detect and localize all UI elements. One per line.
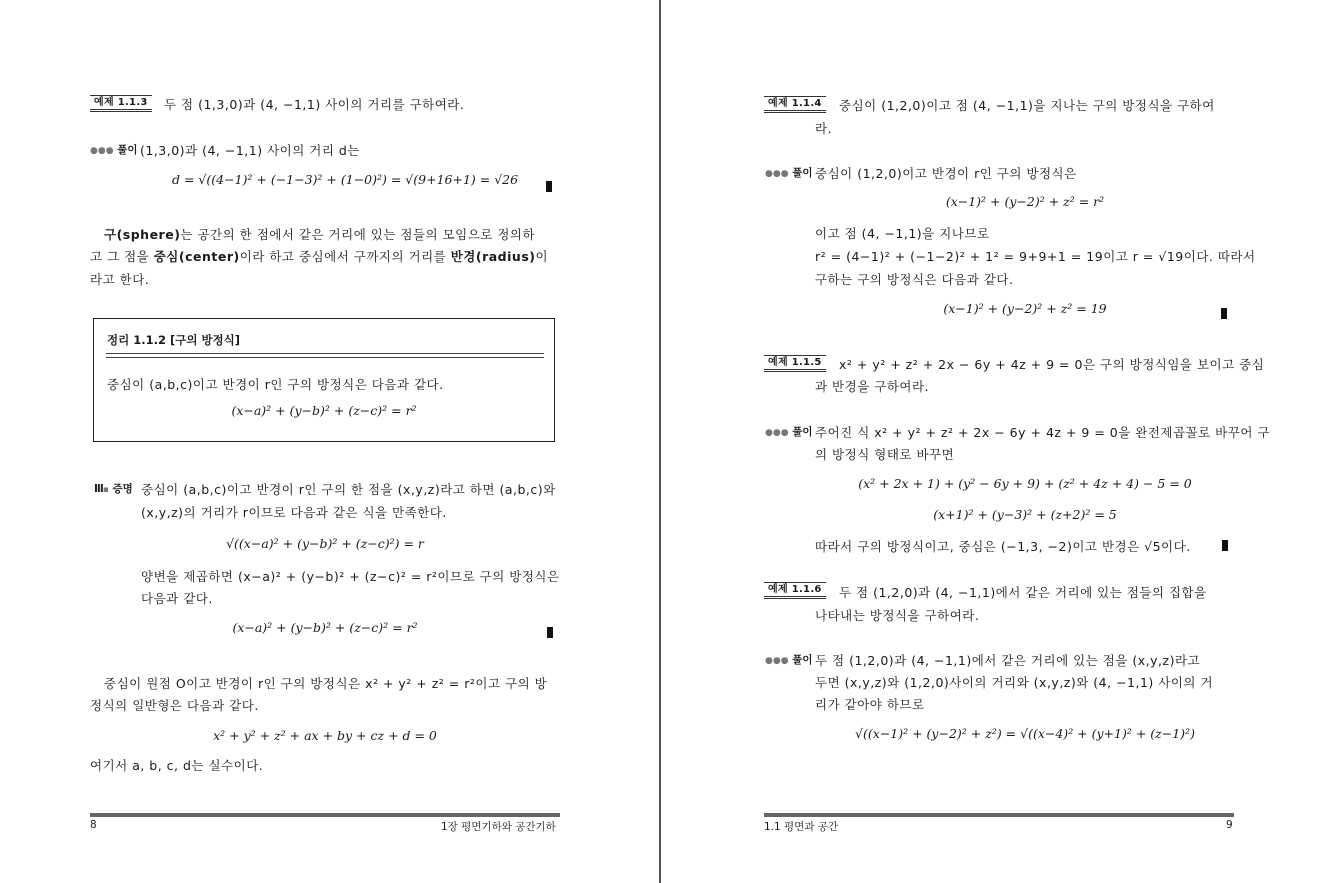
theorem-rule <box>106 353 544 358</box>
solution-text: r² = (4−1)² + (−1−2)² + 1² = 9+9+1 = 19이고 r = √19이다. 따라서 <box>815 249 1256 264</box>
example-text: x² + y² + z² + 2x − 6y + 4z + 9 = 0은 구의 방정식임을 보이고 중심 <box>839 357 1265 372</box>
example-text: 라. <box>815 121 833 136</box>
proof-line: 양변을 제곱하면 (x−a)² + (y−b)² + (z−c)² = r²이므로 구의 방정식은 <box>141 569 560 584</box>
solution-text: 리가 같아야 하므로 <box>815 697 925 712</box>
solution-formula: (x−1)² + (y−2)² + z² = 19 <box>943 301 1107 316</box>
proof-marker: III▪ 증명 <box>94 483 133 495</box>
solution-marker: ●●● 풀이 <box>765 654 813 666</box>
solution-marker: ●●● 풀이 <box>765 167 813 179</box>
example-label: 예제 1.1.6 <box>764 582 826 599</box>
qed-mark <box>546 181 552 192</box>
solution-text: 의 방정식 형태로 바꾸면 <box>815 447 955 462</box>
solution-text: 구하는 구의 방정식은 다음과 같다. <box>815 272 1014 287</box>
solution-marker: ●●● 풀이 <box>90 144 138 156</box>
proof-line: (x,y,z)의 거리가 r이므로 다음과 같은 식을 만족한다. <box>141 505 447 520</box>
example-text: 과 반경을 구하여라. <box>815 379 930 394</box>
sphere-definition-line3: 라고 한다. <box>90 272 150 287</box>
term-sphere: 구(sphere) <box>104 227 181 242</box>
distance-formula: d = √((4−1)² + (−1−3)² + (1−0)²) = √(9+16+1) = √26 <box>172 172 519 187</box>
left-page <box>0 0 659 883</box>
solution-text: 따라서 구의 방정식이고, 중심은 (−1,3, −2)이고 반경은 √5이다. <box>815 539 1191 554</box>
page-number: 9 <box>1226 819 1233 831</box>
general-form-formula: x² + y² + z² + ax + by + cz + d = 0 <box>213 728 437 743</box>
proof-formula: √((x−a)² + (y−b)² + (z−c)²) = r <box>226 536 424 551</box>
example-label: 예제 1.1.3 <box>90 95 152 112</box>
proof-line: 다음과 같다. <box>141 591 213 606</box>
solution-formula: (x−1)² + (y−2)² + z² = r² <box>945 194 1105 209</box>
solution-marker: ●●● 풀이 <box>765 426 813 438</box>
proof-formula: (x−a)² + (y−b)² + (z−c)² = r² <box>232 620 418 635</box>
example-label: 예제 1.1.4 <box>764 96 826 113</box>
example-text: 나타내는 방정식을 구하여라. <box>815 608 980 623</box>
example-text: 중심이 (1,2,0)이고 점 (4, −1,1)을 지나는 구의 방정식을 구하여 <box>839 98 1215 113</box>
solution-formula: √((x−1)² + (y−2)² + z²) = √((x−4)² + (y+1)² + (z−1)²) <box>855 726 1195 741</box>
qed-mark <box>1221 308 1227 319</box>
solution-text: 주어진 식 x² + y² + z² + 2x − 6y + 4z + 9 = 0을 완전제곱꼴로 바꾸어 구 <box>815 425 1270 440</box>
theorem-text: 중심이 (a,b,c)이고 반경이 r인 구의 방정식은 다음과 같다. <box>107 377 444 392</box>
solution-text: (1,3,0)과 (4, −1,1) 사이의 거리 d는 <box>140 143 360 158</box>
solution-text: 두 점 (1,2,0)과 (4, −1,1)에서 같은 거리에 있는 점을 (x,y,z)라고 <box>815 653 1201 668</box>
general-form-text: 여기서 a, b, c, d는 실수이다. <box>90 758 264 773</box>
qed-mark <box>547 627 553 638</box>
theorem-title: 정리 1.1.2 [구의 방정식] <box>107 333 241 347</box>
qed-mark <box>1222 540 1228 551</box>
right-page <box>661 0 1320 883</box>
proof-line: 중심이 (a,b,c)이고 반경이 r인 구의 한 점을 (x,y,z)라고 하면 (a,b,c)와 <box>141 482 556 497</box>
running-footer: 1.1 평면과 공간 <box>764 821 839 833</box>
sphere-definition: 구(sphere)는 공간의 한 점에서 같은 거리에 있는 점들의 모임으로 정의하 <box>104 227 536 242</box>
solution-formula: (x+1)² + (y−3)² + (z+2)² = 5 <box>933 507 1117 522</box>
general-form-text: 정식의 일반형은 다음과 같다. <box>90 698 259 713</box>
theorem-formula: (x−a)² + (y−b)² + (z−c)² = r² <box>231 403 417 418</box>
sphere-definition-line2: 고 그 점을 중심(center)이라 하고 중심에서 구까지의 거리를 반경(radius)이 <box>90 249 549 264</box>
example-label: 예제 1.1.5 <box>764 355 826 372</box>
example-text: 두 점 (1,3,0)과 (4, −1,1) 사이의 거리를 구하여라. <box>164 97 465 112</box>
example-text: 두 점 (1,2,0)과 (4, −1,1)에서 같은 거리에 있는 점들의 집합을 <box>839 585 1207 600</box>
general-form-text: 중심이 원점 O이고 반경이 r인 구의 방정식은 x² + y² + z² = r²이고 구의 방 <box>104 676 548 691</box>
running-footer: 1장 평면기하와 공간기하 <box>441 821 556 833</box>
theorem-box <box>93 318 555 442</box>
solution-formula: (x² + 2x + 1) + (y² − 6y + 9) + (z² + 4z + 4) − 5 = 0 <box>858 476 1192 491</box>
page-number: 8 <box>90 819 97 831</box>
solution-text: 중심이 (1,2,0)이고 반경이 r인 구의 방정식은 <box>815 166 1077 181</box>
solution-text: 두면 (x,y,z)와 (1,2,0)사이의 거리와 (x,y,z)와 (4, −1,1) 사이의 거 <box>815 675 1214 690</box>
footer-rule <box>764 813 1234 817</box>
solution-text: 이고 점 (4, −1,1)을 지나므로 <box>815 226 990 241</box>
footer-rule <box>90 813 560 817</box>
